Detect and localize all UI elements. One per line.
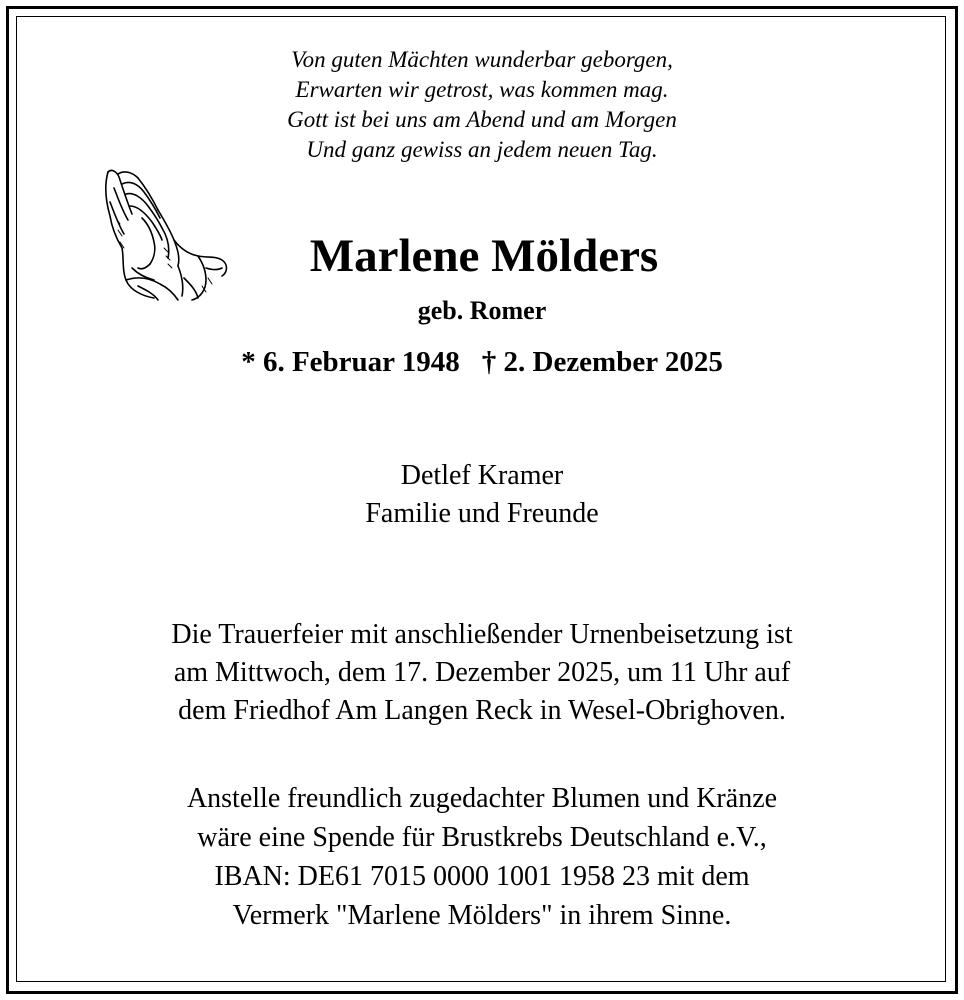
mourners xyxy=(0,457,964,533)
donation-line: IBAN: DE61 7015 0000 1001 1958 23 mit dem xyxy=(214,861,750,892)
deceased-name: Marlene Mölders xyxy=(309,230,659,282)
funeral-line: Die Trauerfeier mit anschließender Urnenbeisetzung ist xyxy=(171,619,793,650)
poem-line: Und ganz gewiss an jedem neuen Tag. xyxy=(306,137,658,162)
funeral-line: am Mittwoch, dem 17. Dezember 2025, um 11 Uhr auf xyxy=(173,657,791,688)
poem-line: Gott ist bei uns am Abend und am Morgen xyxy=(287,107,677,132)
birth-date: * 6. Februar 1948 xyxy=(241,346,460,378)
poem-line: Erwarten wir getrost, was kommen mag. xyxy=(295,77,669,102)
poem xyxy=(0,45,964,165)
poem-line: Von guten Mächten wunderbar geborgen, xyxy=(291,47,673,72)
mourner-line: Detlef Kramer xyxy=(400,460,564,491)
donation-line: wäre eine Spende für Brustkrebs Deutschland e.V., xyxy=(197,822,767,853)
donation-line: Vermerk "Marlene Mölders" in ihrem Sinne. xyxy=(232,900,732,931)
funeral-info xyxy=(0,616,964,730)
death-date: † 2. Dezember 2025 xyxy=(481,346,723,378)
donation-info xyxy=(0,779,964,935)
donation-line: Anstelle freundlich zugedachter Blumen und Kränze xyxy=(186,783,778,814)
funeral-line: dem Friedhof Am Langen Reck in Wesel-Obrighoven. xyxy=(178,695,786,726)
life-dates xyxy=(0,344,964,380)
mourner-line: Familie und Freunde xyxy=(365,498,599,529)
birth-name: geb. Romer xyxy=(417,296,547,325)
